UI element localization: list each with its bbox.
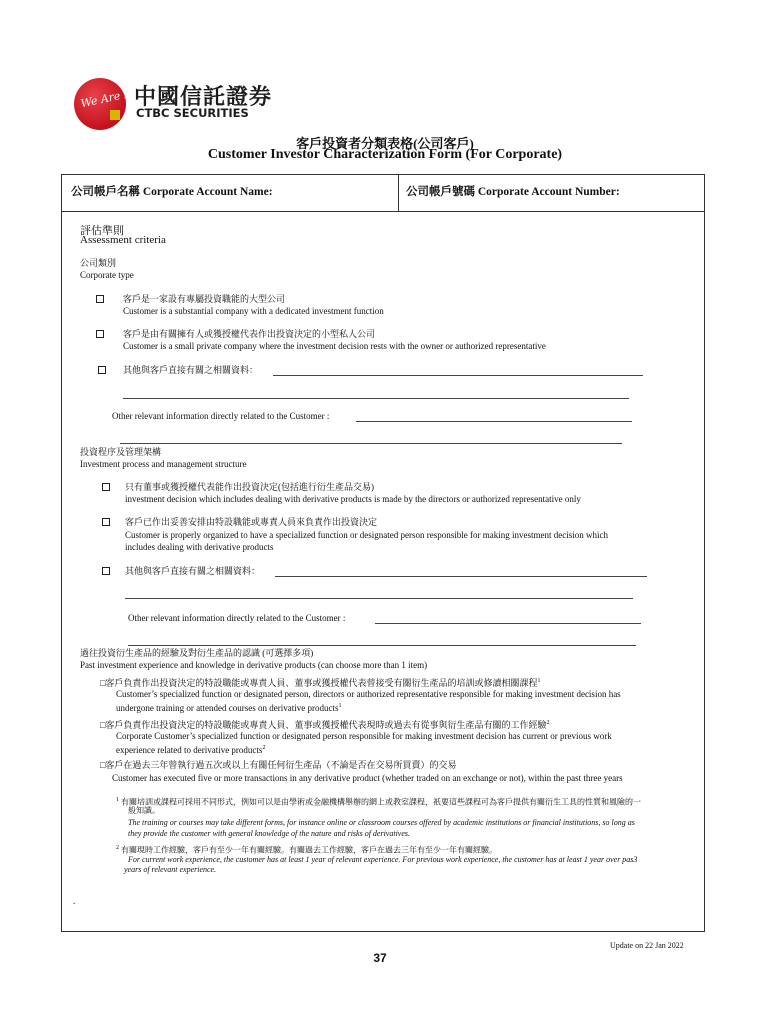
- corporate-type-heading-zh: 公司類別: [80, 258, 117, 268]
- past-experience-item-1-en1: Customer’s specialized function or designated person, directors or authorized representative responsible for making investment decision has: [116, 689, 621, 699]
- process-other-line-3[interactable]: [375, 623, 641, 624]
- note-1-zh2: 般知識。: [128, 806, 160, 815]
- corporate-type-option-3-zh: 其他與客戶直接有關之相關資料：: [123, 365, 259, 375]
- account-number-field[interactable]: 公司帳戶號碼 Corporate Account Number:: [406, 186, 620, 198]
- past-experience-item-2-zh[interactable]: □客戶負責作出投資決定的特設職能或專責人員、董事或獲授權代表現時或過去有從事與衍生產品有關的工作經驗$^2$: [100, 720, 550, 730]
- update-date: Update on 22 Jan 2022: [610, 941, 684, 950]
- past-experience-item-3-en1: Customer has executed five or more transactions in any derivative product (whether traded on an exchange or not), within the past three years: [112, 773, 623, 783]
- corporate-type-other-en: Other relevant information directly related to the Customer :: [112, 411, 330, 421]
- investment-process-other-en: Other relevant information directly related to the Customer :: [128, 613, 346, 623]
- corporate-type-option-1-zh: 客戶是一家設有專屬投資職能的大型公司: [123, 294, 286, 304]
- process-other-line-4[interactable]: [128, 645, 636, 646]
- logo-badge-text: We Are Family: [79, 80, 162, 111]
- header-column-divider: [398, 174, 399, 211]
- note-1-zh: $^1$ 有關培訓或課程可採用不同形式，例如可以是由學術或金融機構舉辦的網上或教室課程，祇要這些課程可為客戶提供有關衍生工具的性質和風險的一: [116, 797, 641, 807]
- past-experience-heading-zh: 過往投資衍生產品的經驗及對衍生產品的認識 (可選擇多項): [80, 648, 314, 658]
- process-other-line-1[interactable]: [275, 576, 647, 577]
- note-1-en1: The training or courses may take different forms, for instance online or classroom courses offered by academic institutions or financial institutions, so long as: [128, 818, 635, 827]
- investment-process-heading-zh: 投資程序及管理架構: [80, 447, 162, 457]
- other-info-line-2[interactable]: [123, 398, 629, 399]
- note-2-en1: For current work experience, the customer has at least 1 year of relevant experience. For previous work experience, the customer has at least 1 year over pas3: [128, 855, 638, 864]
- past-experience-item-3-zh[interactable]: □客戶在過去三年曾執行過五次或以上有關任何衍生產品（不論是否在交易所買賣）的交易: [100, 760, 457, 770]
- corporate-type-option-2-zh: 客戶是由有關擁有人或獲授權代表作出投資決定的小型私人公司: [123, 329, 376, 339]
- past-experience-item-2-en2: experience related to derivative products$^2$: [116, 745, 266, 755]
- past-experience-item-2-en1: Corporate Customer’s specialized function or designated person responsible for making investment decision has current or previous work: [116, 731, 612, 741]
- investment-process-heading-en: Investment process and management structure: [80, 459, 247, 469]
- corporate-type-option-2-en: Customer is a small private company where the investment decision rests with the owner or authorized representative: [123, 341, 546, 351]
- page-number: 37: [373, 951, 387, 965]
- past-experience-item-1-zh[interactable]: □客戶負責作出投資決定的特設職能或專責人員、董事或獲授權代表曾接受有關衍生產品的培訓或修讀相關課程$^1$: [100, 678, 541, 688]
- assessment-heading-en: Assessment criteria: [80, 234, 166, 246]
- note-2-zh: $^2$ 有關現時工作經驗，客戶有至少一年有關經驗。有關過去工作經驗，客戶在過去三年有至少一年有關經驗。: [116, 845, 497, 855]
- corporate-type-heading-en: Corporate type: [80, 270, 134, 280]
- note-1-en2: they provide the customer with general knowledge of the nature and risks of derivatives.: [128, 829, 411, 838]
- assessment-heading-zh: 評估準則: [80, 225, 124, 237]
- brand-logo: [74, 78, 162, 130]
- investment-process-option-1-en: investment decision which includes dealing with derivative products is made by the directors or authorized representative only: [125, 494, 581, 504]
- form-title-zh: 客戶投資者分類表格(公司客戶): [296, 136, 474, 151]
- past-experience-heading-en: Past investment experience and knowledge in derivative products (can choose more than 1 item): [80, 660, 428, 670]
- stray-dot: .: [73, 896, 76, 906]
- header-divider: [61, 211, 705, 212]
- brand-name-en: CTBC SECURITIES: [136, 106, 249, 120]
- investment-process-checkbox-3[interactable]: [102, 567, 110, 575]
- corporate-type-checkbox-2[interactable]: [96, 330, 104, 338]
- account-name-field[interactable]: 公司帳戶名稱 Corporate Account Name:: [71, 186, 273, 198]
- process-other-line-2[interactable]: [125, 598, 633, 599]
- logo-mark-icon: [110, 110, 120, 120]
- investment-process-option-3-zh: 其他與客戶直接有關之相關資料：: [125, 566, 261, 576]
- corporate-type-option-1-en: Customer is a substantial company with a dedicated investment function: [123, 306, 384, 316]
- other-info-line-1[interactable]: [273, 375, 643, 376]
- investment-process-checkbox-2[interactable]: [102, 518, 110, 526]
- form-title-en: Customer Investor Characterization Form (For Corporate): [207, 147, 563, 162]
- note-2-en2: years of relevant experience.: [124, 865, 217, 874]
- other-info-line-3[interactable]: [356, 421, 632, 422]
- investment-process-option-2-en: Customer is properly organized to have a specialized function or designated person responsible for making investment decision which: [125, 530, 608, 540]
- corporate-type-checkbox-1[interactable]: [96, 295, 104, 303]
- investment-process-option-1-zh: 只有董事或獲授權代表能作出投資決定(包括進行衍生產品交易): [125, 482, 374, 492]
- past-experience-item-1-en2: undergone training or attended courses on derivative products$^1$: [116, 703, 342, 713]
- investment-process-option-2-en2: includes dealing with derivative products: [125, 542, 274, 552]
- other-info-line-4[interactable]: [120, 443, 622, 444]
- investment-process-option-2-zh: 客戶已作出妥善安排由特設職能或專責人員來負責作出投資決定: [125, 517, 378, 527]
- investment-process-checkbox-1[interactable]: [102, 483, 110, 491]
- brand-name-zh: 中國信託證券: [134, 85, 273, 110]
- corporate-type-checkbox-3[interactable]: [98, 366, 106, 374]
